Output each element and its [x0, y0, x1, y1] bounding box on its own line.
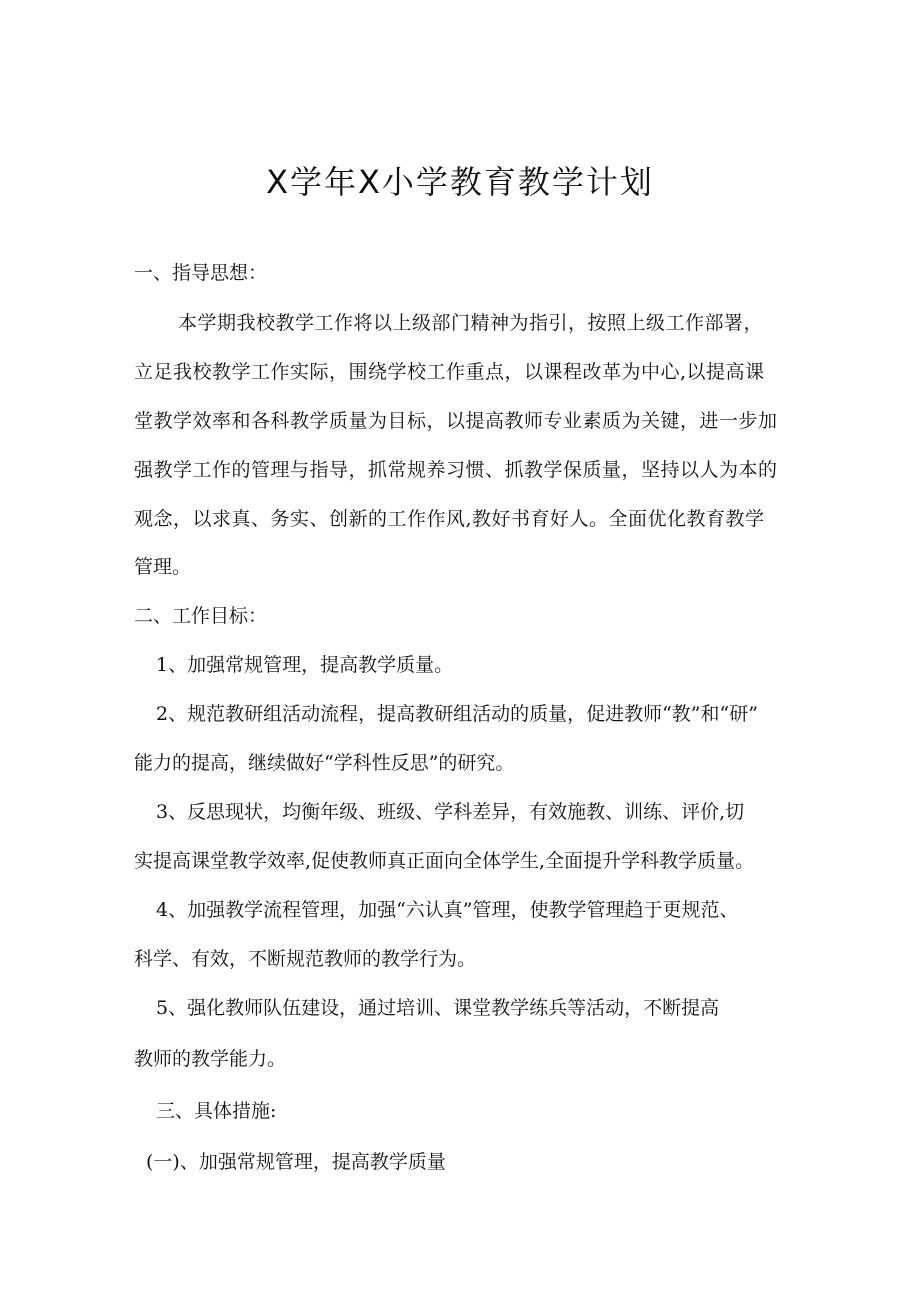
goal-item-3: 3、反思现状，均衡年级、班级、学科差异，有效施教、训练、评价,切	[156, 801, 745, 823]
goal-item-4: 4、加强教学流程管理，加强“六认真”管理，使教学管理趋于更规范、	[156, 899, 739, 921]
paragraph-line: 管理。	[134, 556, 192, 578]
goal-item-5: 5、强化教师队伍建设，通过培训、课堂教学练兵等活动，不断提高	[156, 997, 720, 1019]
paragraph-line: 观念，以求真、务实、创新的工作作风,教好书育好人。全面优化教育教学	[134, 508, 765, 530]
section-heading-specific-measures: 三、具体措施:	[156, 1100, 277, 1122]
goal-item-4-continued: 科学、有效，不断规范教师的教学行为。	[134, 948, 477, 970]
goal-item-2: 2、规范教研组活动流程，提高教研组活动的质量，促进教师“教”和“研”	[156, 703, 758, 725]
subsection-heading: (一)、加强常规管理，提高教学质量	[146, 1151, 446, 1173]
goal-item-2-continued: 能力的提高，继续做好“学科性反思”的研究。	[134, 752, 515, 774]
section-heading-work-goals: 二、工作目标：	[134, 605, 268, 627]
section-heading-guiding-thought: 一、指导思想：	[134, 262, 268, 284]
paragraph-line: 本学期我校教学工作将以上级部门精神为指引，按照上级工作部署，	[178, 312, 764, 334]
goal-item-1: 1、加强常规管理，提高教学质量。	[156, 654, 454, 676]
document-title: X学年X小学教育教学计划	[266, 163, 654, 201]
paragraph-line: 立足我校教学工作实际，围绕学校工作重点，以课程改革为中心,以提高课	[134, 361, 765, 383]
goal-item-5-continued: 教师的教学能力。	[134, 1048, 287, 1070]
goal-item-3-continued: 实提高课堂教学效率,促使教师真正面向全体学生,全面提升学科教学质量。	[134, 850, 755, 872]
paragraph-line: 强教学工作的管理与指导，抓常规养习惯、抓教学保质量，坚持以人为本的	[134, 459, 778, 481]
paragraph-line: 堂教学效率和各科教学质量为目标，以提高教师专业素质为关键，进一步加	[134, 410, 778, 432]
